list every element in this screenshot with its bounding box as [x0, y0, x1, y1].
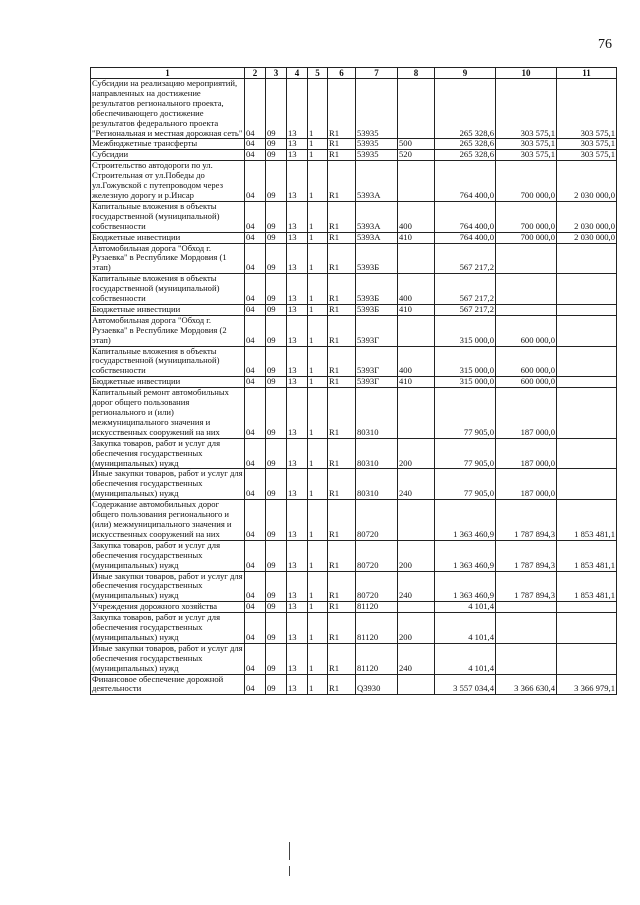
table-cell: 04: [245, 674, 266, 695]
table-row: [91, 469, 617, 500]
table-row: [91, 571, 617, 602]
table-cell: [557, 346, 617, 377]
table-cell: 04: [245, 232, 266, 243]
table-cell: 13: [287, 469, 308, 500]
table-cell: 764 400,0: [435, 232, 496, 243]
table-cell: 400: [398, 201, 435, 232]
row-name-cell: Капитальные вложения в объекты государственной (муниципальной) собственности: [91, 346, 245, 377]
table-cell: 1: [308, 674, 328, 695]
table-cell: R1: [328, 304, 356, 315]
table-cell: 1: [308, 643, 328, 674]
row-name-cell: Закупка товаров, работ и услуг для обеспечения государственных (муниципальных) нужд: [91, 613, 245, 644]
table-cell: [496, 274, 557, 305]
table-row: [91, 201, 617, 232]
table-cell: 200: [398, 540, 435, 571]
table-cell: 1: [308, 388, 328, 439]
row-name-cell: Иные закупки товаров, работ и услуг для обеспечения государственных (муниципальных) нужд: [92, 468, 243, 499]
table-cell: [496, 613, 557, 644]
table-cell: R1: [328, 500, 356, 541]
table-cell: R1: [328, 232, 356, 243]
table-cell: 81120: [356, 613, 398, 644]
column-header: 9: [435, 68, 496, 79]
table-cell: 53935: [356, 150, 398, 161]
table-cell: 700 000,0: [496, 201, 557, 232]
table-cell: 4 101,4: [435, 613, 496, 644]
table-cell: R1: [328, 469, 356, 500]
table-cell: [496, 304, 557, 315]
table-row: [91, 346, 617, 377]
table-cell: R1: [328, 243, 356, 274]
table-cell: [557, 274, 617, 305]
table-cell: R1: [328, 274, 356, 305]
table-cell: 04: [245, 643, 266, 674]
table-cell: 240: [398, 643, 435, 674]
table-cell: 1 853 481,1: [557, 540, 617, 571]
table-cell: 1: [308, 540, 328, 571]
table-cell: 09: [266, 304, 287, 315]
table-cell: 500: [398, 139, 435, 150]
table-cell: 13: [287, 232, 308, 243]
table-row: [91, 540, 617, 571]
table-row: [91, 613, 617, 644]
table-cell: R1: [328, 674, 356, 695]
table-row: [91, 150, 617, 161]
table-row: [91, 674, 617, 695]
table-cell: 13: [287, 274, 308, 305]
table-cell: 265 328,6: [435, 139, 496, 150]
table-cell: 80310: [356, 469, 398, 500]
table-cell: 81120: [356, 643, 398, 674]
table-cell: 567 217,2: [435, 243, 496, 274]
table-cell: [496, 243, 557, 274]
table-cell: 240: [398, 469, 435, 500]
table-cell: 09: [266, 79, 287, 139]
row-name-cell: Капитальный ремонт автомобильных дорог общего пользования регионального и (или) межмуниципального значения и искусственных сооружений на них: [91, 388, 245, 439]
table-cell: 13: [287, 571, 308, 602]
table-cell: 1: [308, 469, 328, 500]
row-name-cell: Субсидии на реализацию мероприятий, направленных на достижение результатов регионального проекта, обеспечивающего достижение результатов федерального проекта "Региональная и местная дорожная сеть": [91, 79, 245, 139]
table-cell: 09: [266, 643, 287, 674]
table-cell: Q3930: [356, 674, 398, 695]
table-cell: 13: [287, 674, 308, 695]
table-cell: 1 363 460,9: [435, 571, 496, 602]
table-cell: 09: [266, 613, 287, 644]
binding-mark: [289, 866, 290, 876]
table-cell: 04: [245, 315, 266, 346]
table-cell: 200: [398, 438, 435, 469]
table-cell: 5393Г: [356, 377, 398, 388]
table-cell: 04: [245, 438, 266, 469]
table-cell: 1: [308, 201, 328, 232]
table-cell: 13: [287, 377, 308, 388]
table-cell: 13: [287, 161, 308, 202]
table-cell: R1: [328, 571, 356, 602]
table-cell: 13: [287, 304, 308, 315]
table-cell: 13: [287, 150, 308, 161]
row-name-cell: Субсидии: [91, 150, 245, 161]
table-cell: 77 905,0: [435, 469, 496, 500]
table-cell: R1: [328, 79, 356, 139]
table-row: [91, 139, 617, 150]
row-name-cell: Автомобильная дорога "Обход г. Рузаевка" в Республике Мордовия (2 этап): [91, 315, 245, 346]
row-name-cell: Иные закупки товаров, работ и услуг для обеспечения государственных (муниципальных) нужд: [92, 571, 243, 601]
table-cell: 1: [308, 315, 328, 346]
table-cell: 567 217,2: [435, 304, 496, 315]
table-cell: 1: [308, 274, 328, 305]
table-cell: 315 000,0: [435, 346, 496, 377]
table-cell: R1: [328, 643, 356, 674]
table-cell: 80720: [356, 540, 398, 571]
table-cell: 1: [308, 139, 328, 150]
row-name-cell: Содержание автомобильных дорог общего пользования регионального и (или) межмуниципального значения и искусственных сооружений на них: [91, 500, 245, 541]
table-row: [91, 643, 617, 674]
table-cell: 410: [398, 232, 435, 243]
table-cell: [398, 243, 435, 274]
table-cell: 1 787 894,3: [496, 500, 557, 541]
table-cell: 1: [308, 602, 328, 613]
table-cell: 13: [287, 438, 308, 469]
table-row: [91, 315, 617, 346]
table-cell: 09: [266, 274, 287, 305]
table-cell: [398, 388, 435, 439]
table-cell: [557, 613, 617, 644]
table-row: [91, 438, 617, 469]
table-cell: [557, 304, 617, 315]
table-cell: 04: [245, 161, 266, 202]
table-row: [91, 304, 617, 315]
table-row: [91, 243, 617, 274]
column-header: 1: [91, 68, 245, 79]
table-cell: 04: [245, 388, 266, 439]
table-cell: 04: [245, 540, 266, 571]
table-row: [91, 602, 617, 613]
table-cell: 1: [308, 346, 328, 377]
table-cell: 1 363 460,9: [435, 540, 496, 571]
table-cell: 09: [266, 201, 287, 232]
table-cell: 2 030 000,0: [557, 201, 617, 232]
table-cell: 265 328,6: [435, 150, 496, 161]
row-name-cell: Строительство автодороги по ул. Строительная от ул.Победы до ул.Гожувской с путепроводом через железную дорогу и р.Инсар: [91, 161, 245, 202]
table-cell: 04: [245, 571, 266, 602]
table-cell: 1: [308, 150, 328, 161]
table-cell: 303 575,1: [557, 150, 617, 161]
table-cell: 315 000,0: [435, 377, 496, 388]
row-name-cell: Бюджетные инвестиции: [91, 304, 245, 315]
table-cell: 600 000,0: [496, 377, 557, 388]
row-name-cell: Бюджетные инвестиции: [91, 232, 245, 243]
table-cell: 567 217,2: [435, 274, 496, 305]
table-cell: 09: [266, 315, 287, 346]
table-cell: 5393А: [356, 232, 398, 243]
table-cell: 1: [308, 500, 328, 541]
table-cell: 315 000,0: [435, 315, 496, 346]
table-cell: [557, 315, 617, 346]
table-cell: 1 787 894,3: [496, 540, 557, 571]
table-cell: 13: [287, 79, 308, 139]
table-cell: 09: [266, 139, 287, 150]
table-cell: 04: [245, 139, 266, 150]
table-cell: R1: [328, 139, 356, 150]
table-cell: 2 030 000,0: [557, 161, 617, 202]
column-header: 11: [557, 68, 617, 79]
column-header: 5: [308, 68, 328, 79]
table-cell: 09: [266, 346, 287, 377]
column-header: 10: [496, 68, 557, 79]
table-cell: [398, 602, 435, 613]
table-cell: 04: [245, 469, 266, 500]
table-cell: 3 366 979,1: [557, 674, 617, 695]
row-name-cell: Капитальные вложения в объекты государственной (муниципальной) собственности: [91, 201, 245, 232]
table-cell: 1: [308, 438, 328, 469]
table-cell: 13: [287, 643, 308, 674]
table-cell: 1 363 460,9: [435, 500, 496, 541]
table-cell: 410: [398, 377, 435, 388]
binding-mark: [289, 842, 290, 860]
column-header: 4: [287, 68, 308, 79]
table-cell: 764 400,0: [435, 161, 496, 202]
table-cell: 77 905,0: [435, 388, 496, 439]
table-cell: [557, 438, 617, 469]
table-cell: 303 575,1: [496, 139, 557, 150]
table-cell: 400: [398, 346, 435, 377]
table-cell: 09: [266, 674, 287, 695]
table-cell: 13: [287, 613, 308, 644]
table-cell: R1: [328, 161, 356, 202]
table-cell: 303 575,1: [496, 150, 557, 161]
table-cell: R1: [328, 201, 356, 232]
table-cell: 09: [266, 438, 287, 469]
table-cell: 3 557 034,4: [435, 674, 496, 695]
table-cell: 09: [266, 540, 287, 571]
table-cell: 09: [266, 388, 287, 439]
table-cell: [496, 643, 557, 674]
table-row: [91, 274, 617, 305]
table-cell: 265 328,6: [435, 79, 496, 139]
table-cell: 04: [245, 602, 266, 613]
table-cell: 700 000,0: [496, 161, 557, 202]
table-cell: 80720: [356, 500, 398, 541]
table-cell: 1 853 481,1: [557, 500, 617, 541]
table-cell: [496, 602, 557, 613]
table-cell: 1: [308, 232, 328, 243]
table-cell: 13: [287, 139, 308, 150]
table-cell: R1: [328, 438, 356, 469]
table-cell: 1: [308, 571, 328, 602]
column-header: 6: [328, 68, 356, 79]
table-cell: 5393Г: [356, 315, 398, 346]
table-cell: 303 575,1: [496, 79, 557, 139]
table-cell: 700 000,0: [496, 232, 557, 243]
row-name-cell: Межбюджетные трансферты: [91, 139, 245, 150]
table-cell: 1: [308, 79, 328, 139]
table-cell: 4 101,4: [435, 643, 496, 674]
table-cell: 1: [308, 377, 328, 388]
table-cell: 04: [245, 377, 266, 388]
table-cell: 1 787 894,3: [496, 571, 557, 602]
table-cell: 81120: [356, 602, 398, 613]
table-cell: [557, 602, 617, 613]
table-cell: 5393А: [356, 201, 398, 232]
column-header: 8: [398, 68, 435, 79]
table-cell: [557, 243, 617, 274]
table-cell: 1 853 481,1: [557, 571, 617, 602]
table-cell: 5393А: [356, 161, 398, 202]
column-header: 7: [356, 68, 398, 79]
table-row: [91, 388, 617, 439]
table-cell: 3 366 630,4: [496, 674, 557, 695]
table-cell: 410: [398, 304, 435, 315]
table-cell: 13: [287, 602, 308, 613]
table-cell: R1: [328, 346, 356, 377]
table-cell: 1: [308, 161, 328, 202]
table-cell: 187 000,0: [496, 388, 557, 439]
table-cell: [398, 315, 435, 346]
table-cell: 04: [245, 79, 266, 139]
table-cell: 04: [245, 613, 266, 644]
row-name-cell: Иные закупки товаров, работ и услуг для обеспечения государственных (муниципальных) нужд: [92, 643, 243, 673]
table-cell: 187 000,0: [496, 438, 557, 469]
table-cell: 09: [266, 500, 287, 541]
table-body: [91, 79, 617, 695]
table-cell: 04: [245, 304, 266, 315]
table-cell: 04: [245, 500, 266, 541]
table-cell: 5393Б: [356, 304, 398, 315]
table-cell: 53935: [356, 79, 398, 139]
table-cell: 09: [266, 377, 287, 388]
table-cell: 13: [287, 388, 308, 439]
table-cell: [557, 388, 617, 439]
table-cell: R1: [328, 613, 356, 644]
table-cell: 09: [266, 150, 287, 161]
table-cell: [557, 643, 617, 674]
table-cell: R1: [328, 377, 356, 388]
table-cell: [557, 377, 617, 388]
table-cell: R1: [328, 540, 356, 571]
table-cell: 1: [308, 243, 328, 274]
table-cell: 04: [245, 346, 266, 377]
row-name-cell: Капитальные вложения в объекты государственной (муниципальной) собственности: [91, 274, 245, 305]
table-cell: 5393Б: [356, 243, 398, 274]
budget-table: [90, 67, 617, 695]
table-cell: 187 000,0: [496, 469, 557, 500]
table-cell: 5393Г: [356, 346, 398, 377]
table-cell: 764 400,0: [435, 201, 496, 232]
table-cell: 240: [398, 571, 435, 602]
table-header-row: [91, 68, 617, 79]
table-cell: 53935: [356, 139, 398, 150]
column-header: 2: [245, 68, 266, 79]
table-cell: 400: [398, 274, 435, 305]
table-cell: [398, 79, 435, 139]
table-cell: 04: [245, 274, 266, 305]
table-cell: [557, 469, 617, 500]
table-cell: 13: [287, 346, 308, 377]
row-name-cell: Закупка товаров, работ и услуг для обеспечения государственных (муниципальных) нужд: [91, 540, 245, 571]
table-cell: R1: [328, 388, 356, 439]
table-cell: 13: [287, 540, 308, 571]
table-cell: 5393Б: [356, 274, 398, 305]
table-cell: 13: [287, 243, 308, 274]
table-row: [91, 161, 617, 202]
table-cell: 09: [266, 161, 287, 202]
table-row: [91, 377, 617, 388]
table-cell: 600 000,0: [496, 315, 557, 346]
row-name-cell: Финансовое обеспечение дорожной деятельности: [91, 674, 245, 695]
table-cell: 1: [308, 613, 328, 644]
table-row: [91, 232, 617, 243]
row-name-cell: Автомобильная дорога "Обход г. Рузаевка" в Республике Мордовия (1 этап): [91, 243, 245, 274]
table-cell: 04: [245, 243, 266, 274]
table-cell: 09: [266, 469, 287, 500]
table-row: [91, 79, 617, 139]
table-cell: [398, 500, 435, 541]
table-row: [91, 500, 617, 541]
table-cell: 200: [398, 613, 435, 644]
table-cell: 13: [287, 201, 308, 232]
table-cell: R1: [328, 315, 356, 346]
table-cell: 13: [287, 500, 308, 541]
table-cell: 600 000,0: [496, 346, 557, 377]
table-cell: 80310: [356, 388, 398, 439]
table-cell: 520: [398, 150, 435, 161]
row-name-cell: Бюджетные инвестиции: [91, 377, 245, 388]
table-cell: 77 905,0: [435, 438, 496, 469]
row-name-cell: Закупка товаров, работ и услуг для обеспечения государственных (муниципальных) нужд: [91, 438, 245, 469]
table-cell: 09: [266, 602, 287, 613]
table-cell: [398, 674, 435, 695]
table-cell: [398, 161, 435, 202]
column-header: 3: [266, 68, 287, 79]
row-name-cell: Учреждения дорожного хозяйства: [91, 602, 245, 613]
table-cell: 4 101,4: [435, 602, 496, 613]
table-cell: 80310: [356, 438, 398, 469]
table-cell: 04: [245, 150, 266, 161]
table-cell: 303 575,1: [557, 139, 617, 150]
table-cell: 13: [287, 315, 308, 346]
table-cell: R1: [328, 602, 356, 613]
table-cell: 09: [266, 232, 287, 243]
table-cell: 80720: [356, 571, 398, 602]
table-cell: 2 030 000,0: [557, 232, 617, 243]
table-cell: 09: [266, 571, 287, 602]
table-cell: 04: [245, 201, 266, 232]
table-cell: 303 575,1: [557, 79, 617, 139]
table-cell: R1: [328, 150, 356, 161]
page-number: 76: [598, 37, 612, 52]
table-cell: 09: [266, 243, 287, 274]
table-cell: 1: [308, 304, 328, 315]
